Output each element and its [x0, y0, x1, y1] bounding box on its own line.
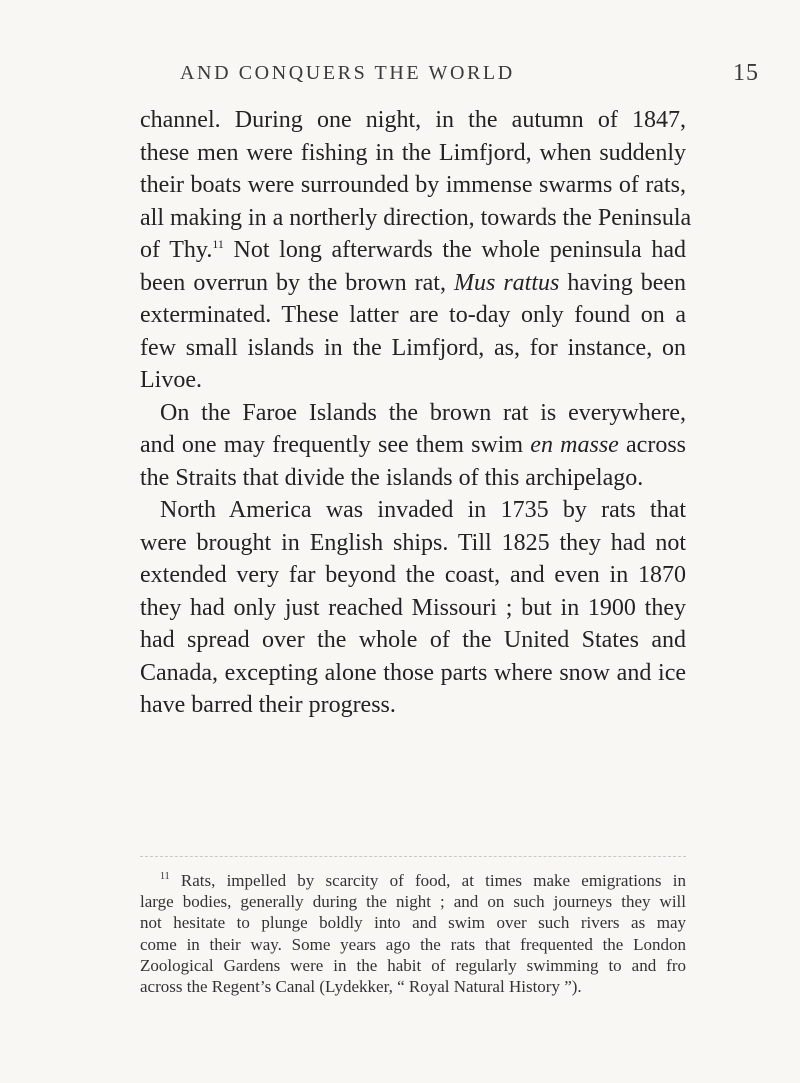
text-line: extended very far beyond the coast, and even in 1870	[140, 562, 686, 588]
text-line: North America was invaded in 1735 by rats that	[160, 497, 686, 523]
body-text	[140, 104, 692, 722]
text-line: the Straits that divide the islands of this archipelago.	[140, 464, 644, 491]
footnote	[140, 870, 686, 997]
text-line: few small islands in the Limfjord, as, for instance, on	[140, 334, 686, 361]
footnote-marker: 11	[160, 871, 170, 882]
text-line: have barred their progress.	[140, 692, 396, 718]
text-line: these men were fishing in the Limfjord, when suddenly	[140, 139, 686, 166]
footnote-line: Zoological Gardens were in the habit of regularly swimming to and fro	[140, 955, 686, 975]
species-name: Mus rattus	[453, 269, 560, 296]
text-run: having been	[559, 269, 687, 296]
page-number: 15	[733, 60, 759, 86]
footnote-line: not hesitate to plunge boldly into and swim over such rivers as may	[140, 913, 686, 933]
text-line: were brought in English ships. Till 1825 they had not	[140, 529, 686, 556]
footnote-line	[140, 870, 686, 891]
text-line: their boats were surrounded by immense swarms of rats,	[140, 172, 686, 198]
paragraph-north-america	[140, 494, 686, 722]
footnote-line: across the Regent’s Canal (Lydekker, “ Royal Natural History ”).	[140, 976, 582, 996]
text-line: Canada, excepting alone those parts where snow and ice	[140, 659, 686, 686]
paragraph-faroe	[140, 397, 686, 495]
text-line: On the Faroe Islands the brown rat is everywhere,	[160, 399, 686, 426]
text-run: Rats, impelled by scarcity of food, at times make emigrations in	[169, 871, 686, 890]
footnote-line: large bodies, generally during the night ; and on such journeys they will	[140, 892, 686, 912]
text-line	[140, 267, 686, 300]
text-line: channel. During one night, in the autumn of 1847,	[140, 107, 686, 133]
text-run: and one may frequently see them swim	[140, 432, 531, 458]
footnote-line: come in their way. Some years ago the rats that frequented the London	[140, 934, 686, 954]
text-line: all making in a northerly direction, towards the Peninsula	[140, 204, 692, 231]
text-run: been overrun by the brown rat,	[140, 269, 454, 296]
text-line: Livoe.	[140, 367, 202, 393]
text-line: exterminated. These latter are to-day only found on a	[140, 302, 686, 328]
italic-phrase: en masse	[530, 432, 619, 458]
paragraph-limfjord	[140, 104, 692, 397]
text-run: of Thy.	[140, 237, 213, 263]
text-line: they had only just reached Missouri ; but in 1900 they	[140, 594, 686, 621]
text-line	[140, 234, 686, 267]
text-run: Not long afterwards the whole peninsula had	[223, 237, 686, 263]
footnote-divider	[140, 856, 686, 857]
text-line	[140, 429, 686, 462]
footnote-reference: 11	[212, 237, 224, 251]
running-title: AND CONQUERS THE WORLD	[180, 62, 515, 84]
text-line: had spread over the whole of the United States and	[140, 627, 686, 653]
running-head	[0, 58, 800, 88]
text-run: across	[618, 432, 687, 458]
